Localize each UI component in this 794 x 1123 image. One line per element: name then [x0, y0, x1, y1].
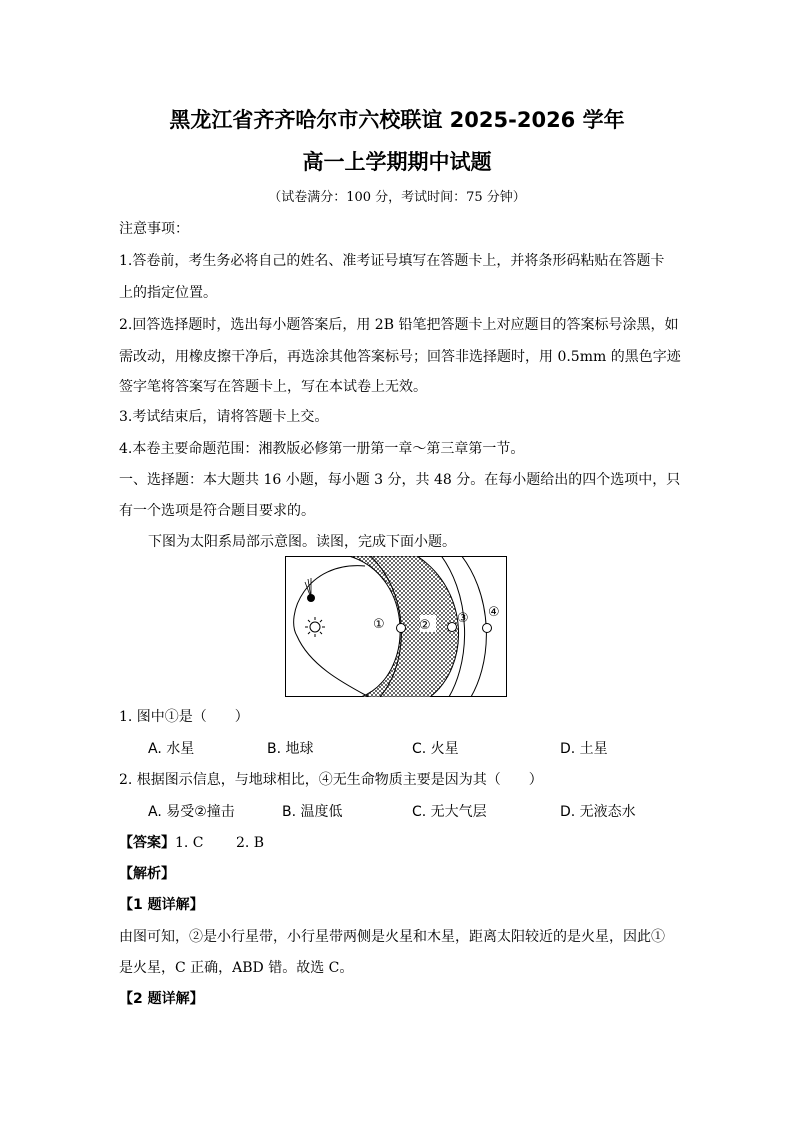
q1-detail-line1: 由图可知，②是小行星带，小行星带两侧是火星和木星，距离太阳较近的是火星，因此① — [119, 929, 665, 945]
notice-item1-line2: 上的指定位置。 — [119, 285, 217, 301]
q1-option-c: C. 火星 — [412, 741, 459, 757]
section1-intro: 下图为太阳系局部示意图。读图，完成下面小题。 — [148, 534, 456, 550]
section1-heading-line2: 有一个选项是符合题目要求的。 — [119, 503, 315, 519]
q1-detail-label: 【1 题详解】 — [119, 897, 204, 913]
q2-option-b: B. 温度低 — [282, 804, 343, 820]
section1-heading-line1: 一、选择题：本大题共 16 小题，每小题 3 分，共 48 分。在每小题给出的四个选项中，只 — [119, 472, 681, 488]
answer-line — [119, 832, 264, 852]
q1-detail-line2: 是火星，C 正确，ABD 错。故选 C。 — [119, 960, 354, 976]
answer-label: 【答案】 — [119, 835, 175, 851]
notice-item2-line3: 签字笔将答案写在答题卡上，写在本试卷上无效。 — [119, 379, 427, 395]
notice-item3: 3.考试结束后，请将答题卡上交。 — [119, 409, 329, 425]
planet-saturn — [483, 624, 492, 633]
exam-info: （试卷满分：100 分，考试时间：75 分钟） — [268, 190, 526, 205]
q1-option-d: D. 土星 — [560, 741, 608, 757]
label-1: ① — [373, 617, 385, 632]
answer-text: 1. C 2. B — [175, 835, 265, 851]
notice-item4: 4.本卷主要命题范围：湘教版必修第一册第一章～第三章第一节。 — [119, 441, 525, 457]
q2-option-c: C. 无大气层 — [412, 804, 487, 820]
q1-option-a: A. 水星 — [148, 741, 195, 757]
q2-detail-label: 【2 题详解】 — [119, 991, 204, 1007]
notice-item2-line1: 2.回答选择题时，选出每小题答案后，用 2B 铅笔把答题卡上对应题目的答案标号涂黑，如 — [119, 317, 679, 333]
planet-jupiter — [448, 623, 457, 632]
exam-title-line1: 黑龙江省齐齐哈尔市六校联谊 2025-2026 学年 — [169, 108, 625, 132]
q2-option-d: D. 无液态水 — [560, 804, 636, 820]
q2-stem: 2. 根据图示信息，与地球相比，④无生命物质主要是因为其（ ） — [119, 772, 543, 788]
notice-item2-line2: 需改动，用橡皮擦干净后，再选涂其他答案标号；回答非选择题时，用 0.5mm 的黑色字迹 — [119, 349, 681, 365]
label-2: ② — [419, 618, 431, 633]
notice-heading: 注意事项： — [119, 221, 189, 237]
q1-option-b: B. 地球 — [267, 741, 314, 757]
notice-item1-line1: 1.答卷前，考生务必将自己的姓名、准考证号填写在答题卡上，并将条形码粘贴在答题卡 — [119, 253, 665, 269]
planet-mars — [397, 624, 406, 633]
q2-option-a: A. 易受②撞击 — [148, 804, 235, 820]
label-3: ③ — [457, 611, 469, 626]
exam-title-line2: 高一上学期期中试题 — [302, 150, 492, 174]
q1-stem: 1. 图中①是（ ） — [119, 709, 249, 725]
solar-system-diagram — [285, 556, 507, 697]
analysis-label: 【解析】 — [119, 866, 175, 882]
label-4: ④ — [488, 605, 500, 620]
comet-icon — [307, 594, 315, 602]
